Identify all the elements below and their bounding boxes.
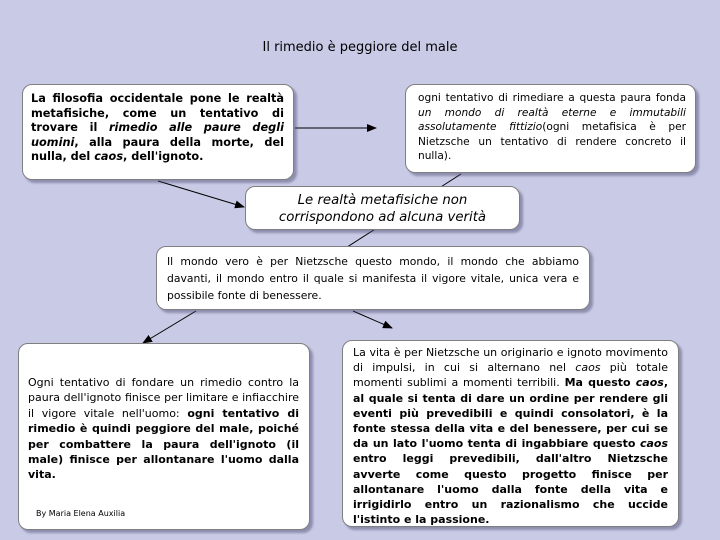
box2-text-1: ogni tentativo di rimediare a questa paura fonda (418, 92, 686, 104)
box1-text-3: , alla paura della morte, del nulla, del (31, 135, 284, 164)
diagram-title: Il rimedio è peggiore del male (262, 40, 458, 55)
box-metaphysical-realities: Le realtà metafisiche non corrispondono ad alcuna verità (245, 186, 520, 230)
arrow-box1-to-box3 (158, 181, 244, 207)
box-true-world: Il mondo vero è per Nietzsche questo mondo, il mondo che abbiamo davanti, il mondo entro il quale si manifesta il vigore vitale, unica vera e possibile fonte di benessere. (156, 246, 590, 310)
box1-text-5: , dell'ignoto. (123, 150, 204, 164)
box1-text-italic-1: rimedio alle paure degli uomini (31, 121, 284, 149)
box5-text-1: Ogni tentativo di fondare un rimedio contro la paura dell'ignoto finisce per limitare e infiacchire il vigore vitale nell'uomo: (28, 376, 299, 420)
box6-text-bold-2: , al quale si tenta di dare un ordine per rendere gli eventi più prevedibili e quindi consolatori, è la fonte stessa della vita e del benessere, per cui se da un lato l'uomo tenta di ingabbiare questo (353, 376, 669, 451)
box1-text-italic-2: caos (94, 150, 124, 164)
box6-text-italic-3: caos (639, 437, 668, 451)
box6-text-italic-2: caos (635, 376, 664, 390)
box-western-philosophy (22, 84, 294, 180)
box6-text-bold-3: entro leggi prevedibili, dall'altro Nietzsche avverte come questo progetto finisce per allontanare l'uomo dalla fonte della vita e irrigidirlo entro un razionalismo che uccide l'istinto e la passione. (353, 452, 668, 527)
box1-text-1: La filosofia occidentale pone le realtà metafisiche, come un tentativo di trovare il (31, 92, 284, 135)
box-life-chaos (342, 340, 679, 527)
box6-text-1: La vita è per Nietzsche un originario e ignoto movimento di impulsi, in cui si alternano nel (353, 346, 668, 375)
box-remedy-worse (18, 343, 310, 530)
box2-text-3: (ogni metafisica è per Nietzsche un tentativo di rendere concreto il nulla). (418, 121, 686, 162)
box-remedy-attempt (405, 84, 696, 173)
box6-text-italic-1: caos (575, 361, 601, 375)
box5-text-bold: ogni tentativo di rimedio è quindi peggiore del male, poiché per combattere la paura dell'ignoto (il male) finisce per allontanare l'uomo dalla vita. (28, 406, 299, 482)
box2-text-italic: un mondo di realtà eterne e immutabili assolutamente fittizio (418, 106, 686, 133)
box6-text-3: più totale momenti sublimi a momenti terribili. (353, 361, 668, 390)
arrow-box4-to-box5 (143, 311, 196, 343)
author-credit: By Maria Elena Auxilia (36, 508, 126, 518)
arrow-box4-to-box6 (353, 311, 392, 328)
box6-text-bold-1: Ma questo (564, 376, 636, 390)
